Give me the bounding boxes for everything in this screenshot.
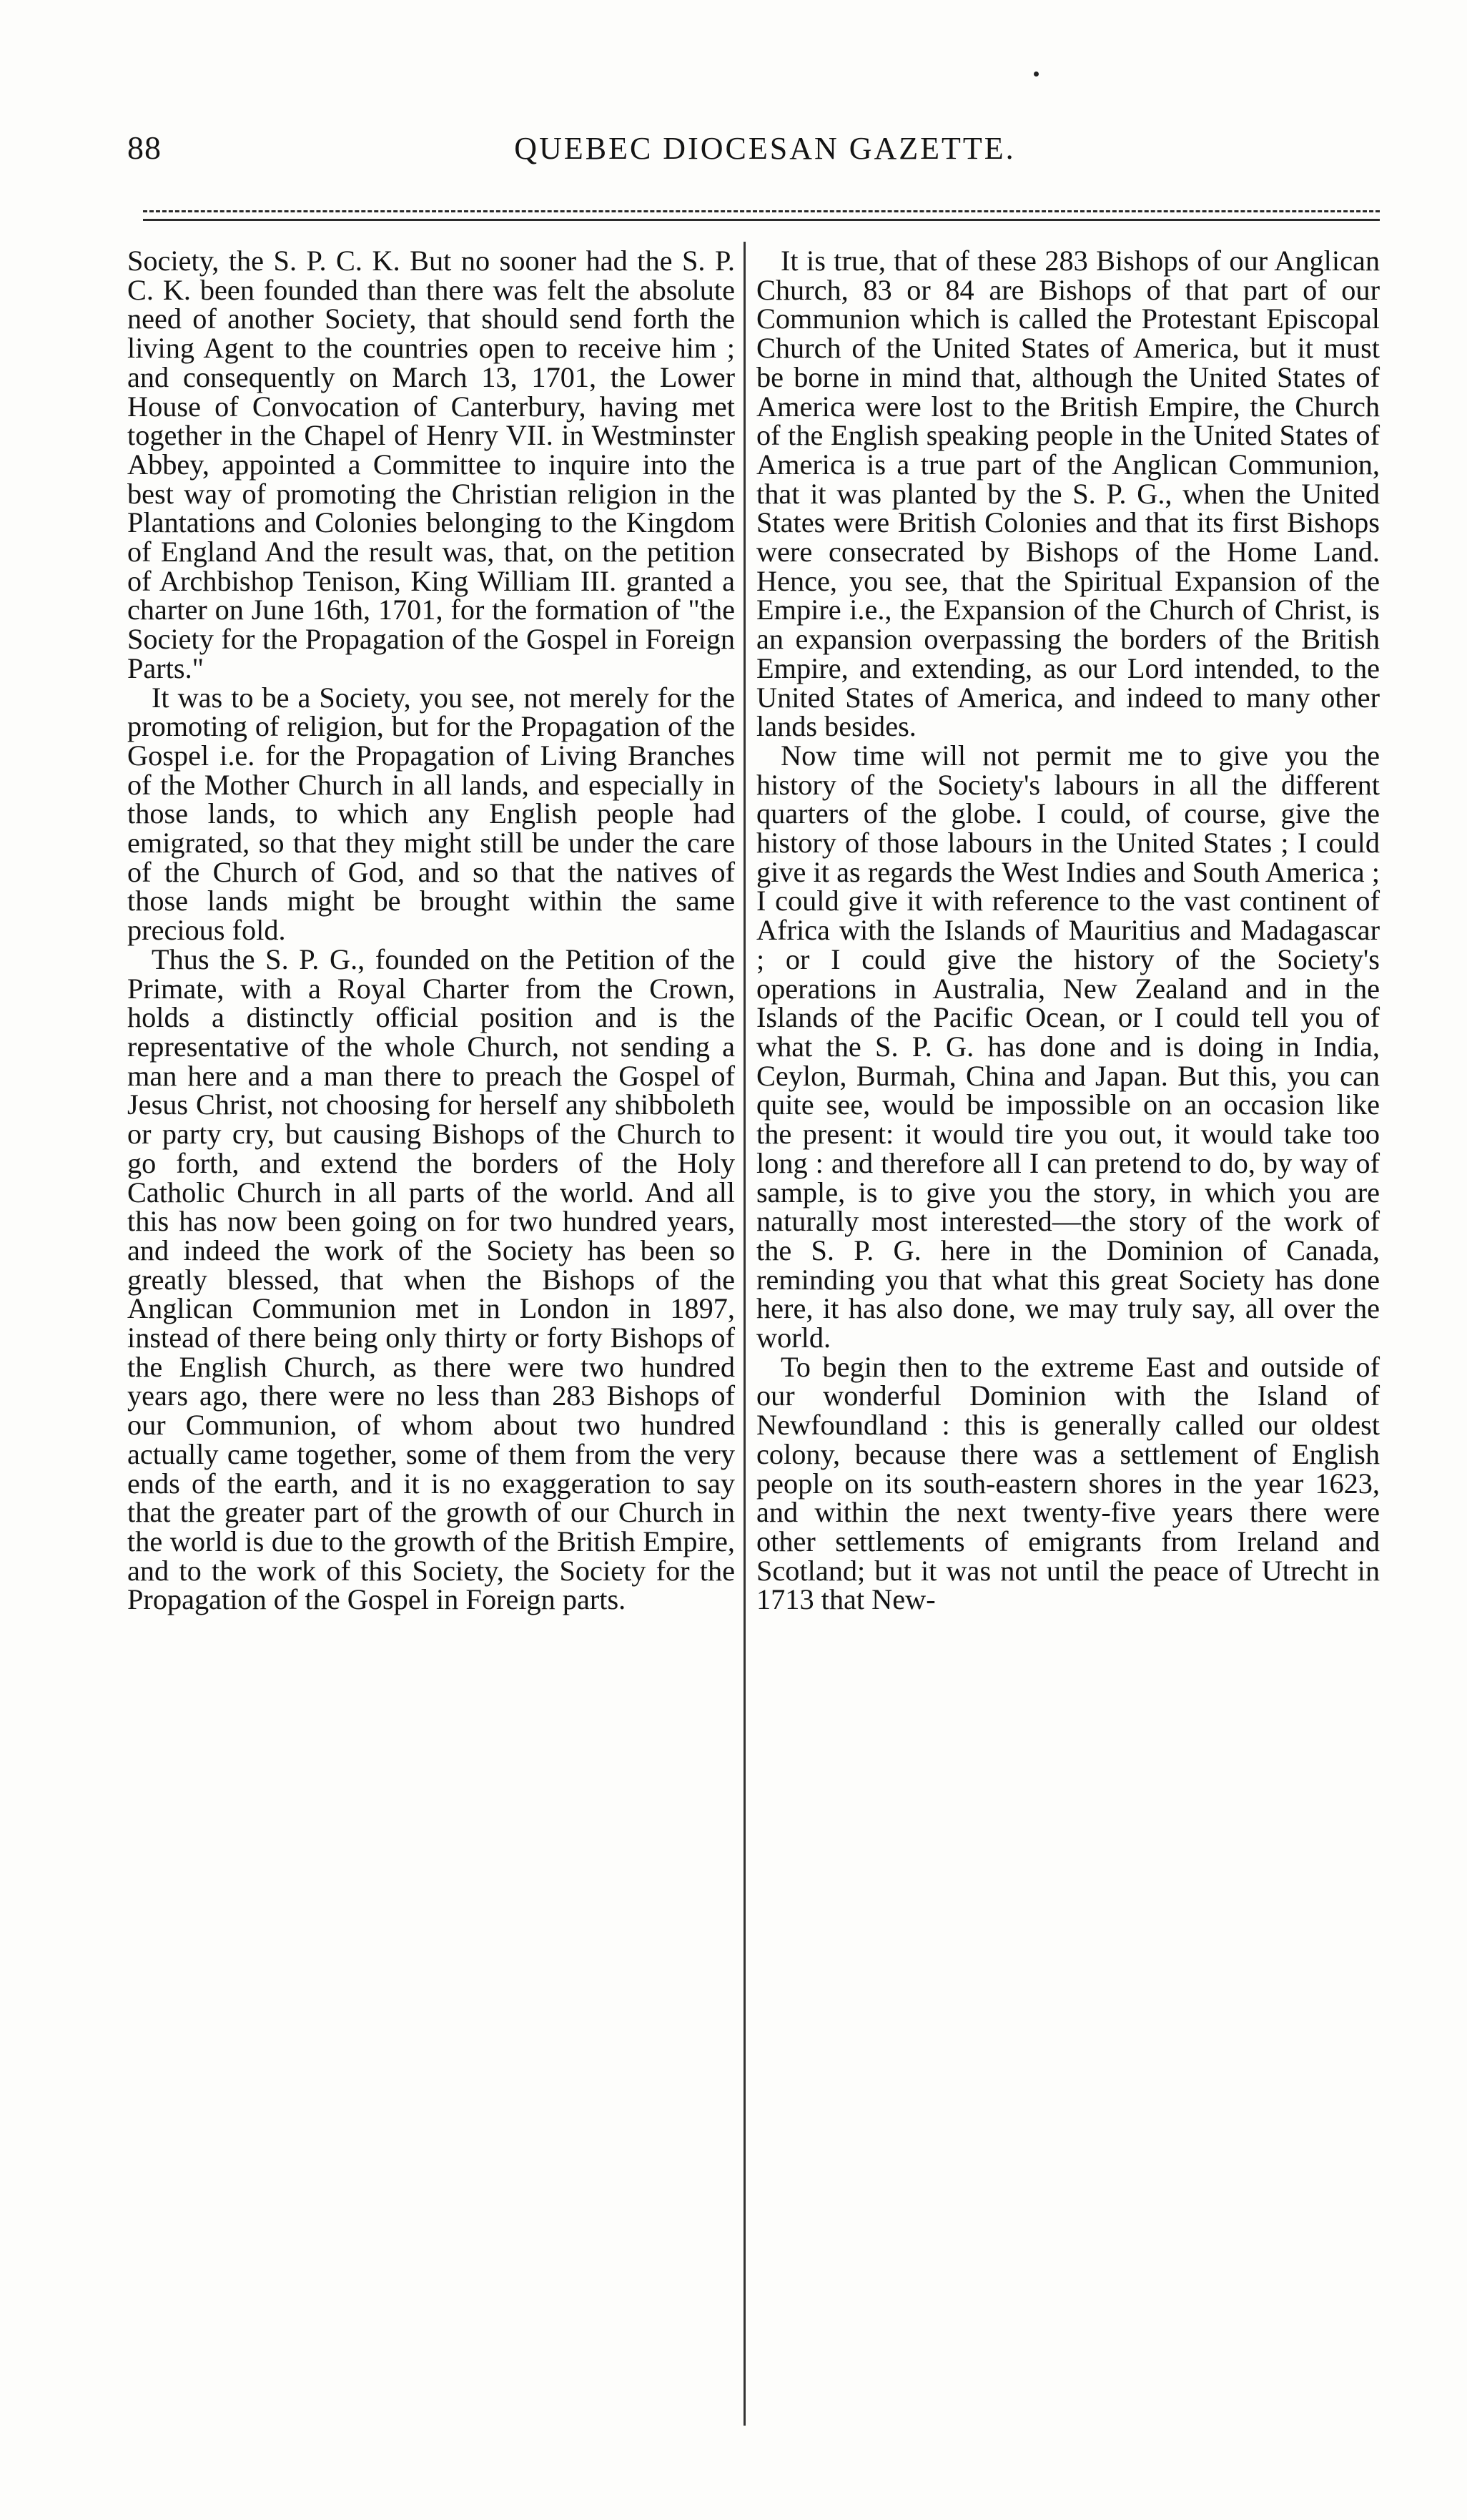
- page-number: 88: [127, 129, 162, 166]
- right-paragraph-2: Now time will not permit me to give you the history of the Society's labours in all the different quarters of the globe. I could, of course, give the history of those labours in the United States ; I could give it as regards the West Indies and South America ; I could give it with reference to the vast continent of Africa with the Islands of Mauritius and Madagascar ; or I could give the history of the Society's operations in Australia, New Zealand and in the Islands of the Pacific Ocean, or I could tell you of what the S. P. G. has done and is doing in India, Ceylon, Burmah, China and Japan. But this, you can quite see, would be impossible on an occasion like the present: it would tire you out, it would take too long : and therefore all I can pretend to do, by way of sample, is to give you the story, in which you are naturally most interested—the story of the work of the S. P. G. here in the Dominion of Canada, reminding you that what this great Society has done here, it has also done, we may truly say, all over the world.: [756, 739, 1380, 1354]
- left-column: [127, 247, 735, 1615]
- right-column: [756, 247, 1380, 1615]
- header-rule-bottom: [143, 219, 1380, 221]
- left-paragraph-1: Society, the S. P. C. K. But no sooner had the S. P. C. K. been founded than there was felt the absolute need of another Society, that should send forth the living Agent to the countries open to receive him ; and consequently on March 13, 1701, the Lower House of Convocation of Canterbury, having met together in the Chapel of Henry VII. in Westminster Abbey, appointed a Committee to inquire into the best way of promoting the Christian religion in the Plantations and Colonies belonging to the Kingdom of England And the result was, that, on the petition of Archbishop Tenison, King William III. granted a charter on June 16th, 1701, for the formation of "the Society for the Propagation of the Gospel in Foreign Parts.": [127, 245, 735, 684]
- speck-mark: [1034, 72, 1039, 77]
- header-rule-top: [143, 210, 1380, 212]
- left-paragraph-2: It was to be a Society, you see, not merely for the promoting of religion, but for the Propagation of the Gospel i.e. for the Propagation of Living Branches of the Mother Church in all lands, and especially in those lands, to which any English people had emigrated, so that they might still be under the care of the Church of God, and so that the natives of those lands might be brought within the same precious fold.: [127, 681, 735, 947]
- left-paragraph-3: Thus the S. P. G., founded on the Petition of the Primate, with a Royal Charter from the Crown, holds a distinctly official position and is the representative of the whole Church, not sending a man here and a man there to preach the Gospel of Jesus Christ, not choosing for herself any shibboleth or party cry, but causing Bishops of the Church to go forth, and extend the borders of the Holy Catholic Church in all parts of the world. And all this has now been going on for two hundred years, and indeed the work of the Society has been so greatly blessed, that when the Bishops of the Anglican Communion met in London in 1897, instead of there being only thirty or forty Bishops of the English Church, as there were two hundred years ago, there were no less than 283 Bishops of our Communion, of whom about two hundred actually came together, some of them from the very ends of the earth, and it is no exaggeration to say that the greater part of the growth of our Church in the world is due to the growth of the British Empire, and to the work of this Society, the Society for the Propagation of the Gospel in Foreign parts.: [127, 942, 735, 1616]
- right-paragraph-3: To begin then to the extreme East and outside of our wonderful Dominion with the Island of Newfoundland : this is generally called our oldest colony, because there was a settlement of English people on its south-eastern shores in the year 1623, and within the next twenty-five years there were other settlements of emigrants from Ireland and Scotland; but it was not until the peace of Utrecht in 1713 that New-: [756, 1350, 1380, 1616]
- column-divider: [744, 242, 746, 2426]
- right-paragraph-1: It is true, that of these 283 Bishops of our Anglican Church, 83 or 84 are Bishops of that part of our Communion which is called the Protestant Episcopal Church of the United States of America, but it must be borne in mind that, although the United States of America were lost to the British Empire, the Church of the English speaking people in the United States of America is a true part of the Anglican Communion, that it was planted by the S. P. G., when the United States were British Colonies and that its first Bishops were consecrated by Bishops of the Home Land. Hence, you see, that the Spiritual Expansion of the Empire i.e., the Expansion of the Church of Christ, is an expansion overpassing the borders of the British Empire, and extending, as our Lord intended, to the United States of America, and indeed to many other lands besides.: [756, 245, 1380, 743]
- running-title: QUEBEC DIOCESAN GAZETTE.: [514, 131, 1016, 166]
